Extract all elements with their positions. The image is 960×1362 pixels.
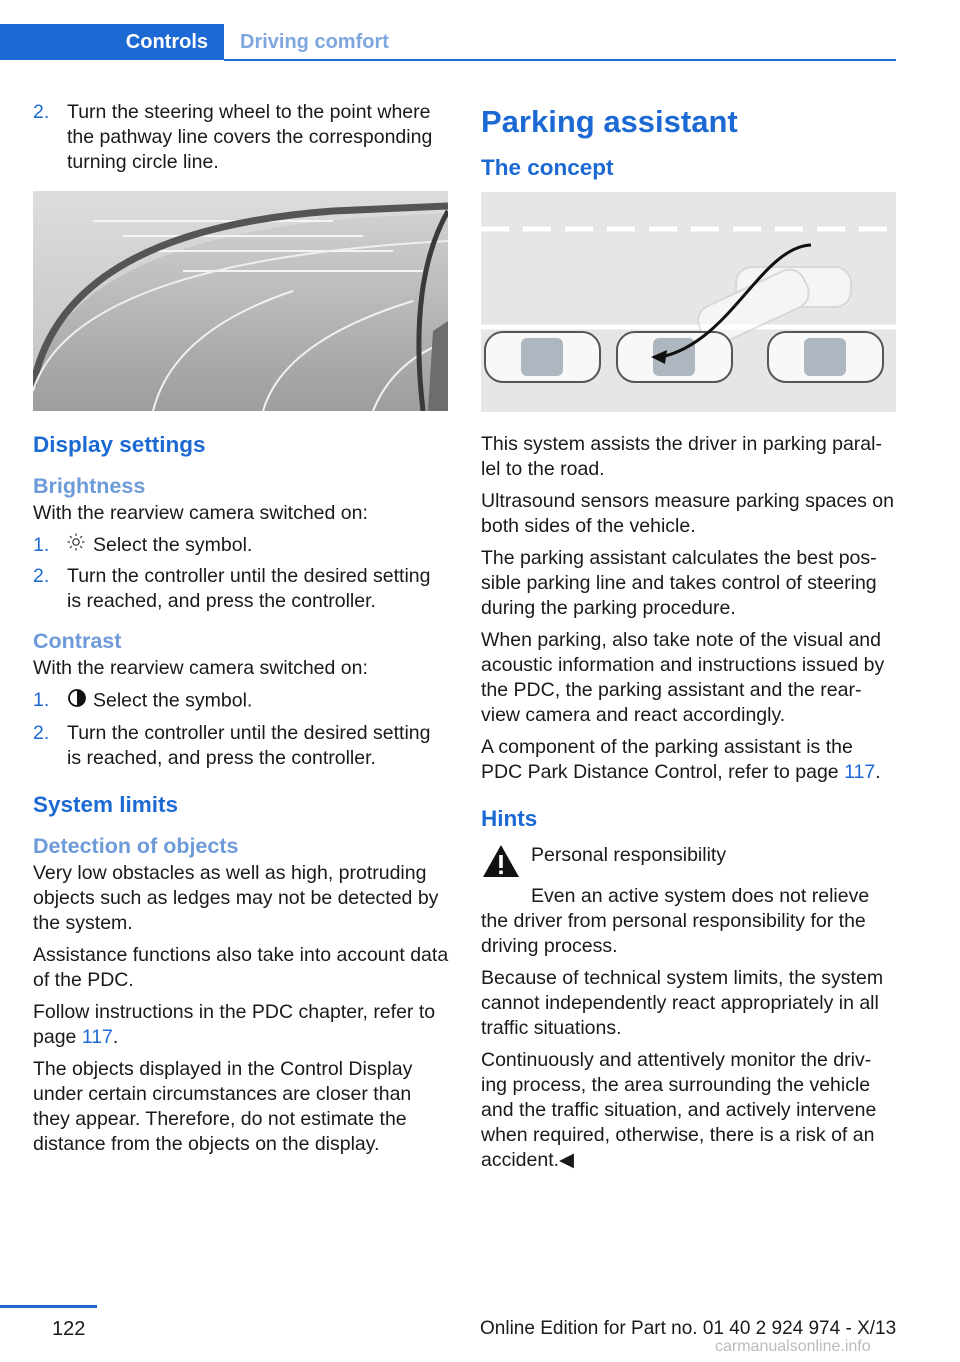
step-text: Turn the steering wheel to the point where the pathway line covers the corresponding turning circle line. xyxy=(67,101,433,173)
display-settings-heading: Display settings xyxy=(33,432,206,457)
system-limits-heading: System limits xyxy=(33,792,179,818)
contrast-icon xyxy=(67,688,93,715)
edition-text: Online Edition for Part no. 01 40 2 924 974 - X/13 xyxy=(480,1318,897,1339)
step-text: Select the symbol. xyxy=(93,534,253,556)
list-item xyxy=(33,721,449,771)
brightness-heading: Brightness xyxy=(33,474,146,498)
list-item xyxy=(33,100,449,175)
left-column xyxy=(33,100,449,1164)
warning-paragraph: Even an active system does not relieve the driver from personal responsibility for the driving process. xyxy=(481,885,870,957)
header-divider xyxy=(224,59,896,61)
detection-paragraph: Follow instructions in the PDC chapter, refer to page 117. xyxy=(33,1001,436,1049)
rearview-camera-figure xyxy=(33,191,448,411)
step-number: 1. xyxy=(33,534,50,556)
warning-paragraph: Because of technical system limits, the system cannot independently react appropriately in all traffic situations. xyxy=(481,967,884,1039)
detection-heading: Detection of objects xyxy=(33,834,239,859)
warning-title: Personal responsibility xyxy=(531,844,727,866)
list-item xyxy=(33,688,449,715)
concept-paragraph: A component of the parking assistant is the PDC Park Distance Control, refer to page 117. xyxy=(481,736,881,783)
concept-paragraph: Ultrasound sensors measure parking spaces on both sides of the vehicle. xyxy=(481,490,894,537)
detection-paragraph: Very low obstacles as well as high, protruding objects such as ledges may not be detected by the system. xyxy=(33,862,439,935)
step-text: Turn the controller until the desired setting is reached, and press the controller. xyxy=(67,565,431,613)
watermark: carmanualsonline.info xyxy=(715,1338,871,1355)
step-text: Turn the controller until the desired setting is reached, and press the controller. xyxy=(67,722,431,770)
list-item xyxy=(33,564,449,614)
parking-assistant-title: Parking assistant xyxy=(481,104,738,139)
tab-driving-comfort[interactable]: Driving comfort xyxy=(240,30,389,53)
page-link[interactable]: 117 xyxy=(81,1026,113,1049)
warning-paragraph: Continuously and attentively monitor the driv‐ing process, the area surrounding the vehicle and the traffic situation, and actively intervene when required, otherwise, there is a risk of an accident.◀ xyxy=(481,1049,877,1171)
contrast-heading: Contrast xyxy=(33,629,122,654)
parking-diagram-figure xyxy=(481,192,896,412)
step-number: 2. xyxy=(33,722,50,745)
right-column xyxy=(481,100,896,1180)
concept-heading: The concept xyxy=(481,155,614,180)
page-header xyxy=(0,24,896,62)
detection-paragraph: Assistance functions also take into account data of the PDC. xyxy=(33,944,449,992)
footer-divider xyxy=(0,1305,97,1308)
page-number: 122 xyxy=(52,1318,86,1340)
step-number: 2. xyxy=(33,101,50,123)
page-link[interactable]: 117 xyxy=(844,761,876,783)
concept-paragraph: The parking assistant calculates the best pos‐sible parking line and takes control of steering during the parking procedure. xyxy=(481,547,877,619)
warning-block xyxy=(481,843,896,886)
step-number: 1. xyxy=(33,689,50,712)
brightness-icon xyxy=(67,533,93,558)
list-item xyxy=(33,533,449,558)
step-number: 2. xyxy=(33,565,50,588)
step-text: Select the symbol. xyxy=(93,690,253,712)
detection-paragraph: The objects displayed in the Control Display under certain circumstances are closer than they appear. Therefore, do not estimate the distance from the objects on the display. xyxy=(33,1058,413,1156)
contrast-intro: With the rearview camera switched on: xyxy=(33,657,368,680)
warning-triangle-icon xyxy=(481,843,521,886)
brightness-intro: With the rearview camera switched on: xyxy=(33,502,368,524)
hints-heading: Hints xyxy=(481,806,538,831)
concept-paragraph: This system assists the driver in parking paral‐lel to the road. xyxy=(481,433,882,480)
concept-paragraph: When parking, also take note of the visual and acoustic information and instructions issued by the PDC, the parking assistant and the rear‐view camera and react accordingly. xyxy=(481,629,885,726)
tab-controls[interactable]: Controls xyxy=(0,24,224,60)
